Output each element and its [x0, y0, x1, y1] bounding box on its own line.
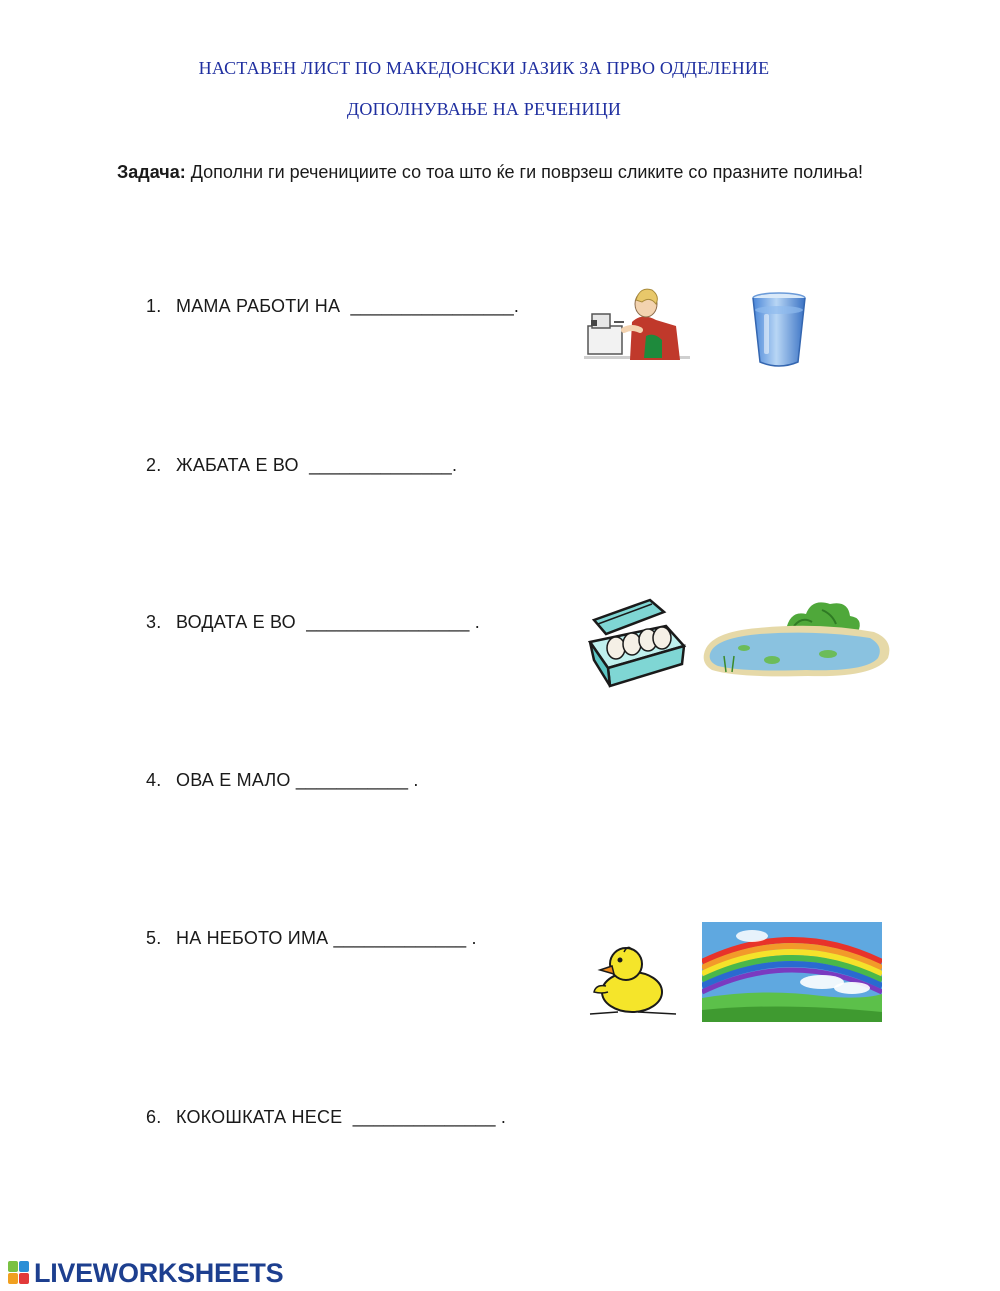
- chick-image[interactable]: [588, 940, 680, 1020]
- sentence-text: НА НЕБОТО ИМА _____________ .: [176, 928, 477, 948]
- egg-carton-image[interactable]: [586, 598, 688, 688]
- task-instructions: [117, 161, 877, 184]
- water-glass-image[interactable]: [748, 292, 810, 370]
- liveworksheets-logo-icon: [8, 1261, 30, 1285]
- sentence-text: ВОДАТА Е ВО ________________ .: [176, 612, 480, 632]
- sentence-number: 6.: [146, 1107, 162, 1127]
- sentence-number: 5.: [146, 928, 162, 948]
- sentence-6: [146, 1107, 506, 1128]
- sentence-5: [146, 928, 477, 949]
- pond-image[interactable]: [698, 596, 894, 682]
- sentence-3: [146, 612, 480, 633]
- sentence-text: МАМА РАБОТИ НА ________________.: [176, 296, 520, 316]
- sentence-number: 2.: [146, 455, 162, 475]
- sentence-4: [146, 770, 419, 791]
- brand-name: LIVEWORKSHEETS: [34, 1257, 284, 1288]
- cashier-image[interactable]: [584, 282, 690, 366]
- sentence-number: 1.: [146, 296, 162, 316]
- sentence-text: ОВА Е МАЛО ___________ .: [176, 770, 419, 790]
- sentence-text: КОКОШКАТА НЕСЕ ______________ .: [176, 1107, 507, 1127]
- task-label: Задача:: [117, 162, 186, 182]
- sentence-text: ЖАБАТА Е ВО ______________.: [176, 455, 458, 475]
- footer-brand[interactable]: [8, 1258, 283, 1288]
- task-text: Дополни ги реченициите со тоа што ќе ги поврзеш сликите со празните полиња!: [185, 162, 863, 182]
- sentence-2: [146, 455, 457, 476]
- page-title: НАСТАВЕН ЛИСТ ПО МАКЕДОНСКИ ЈАЗИК ЗА ПРВО ОДДЕЛЕНИЕ: [198, 58, 770, 78]
- rainbow-image[interactable]: [702, 922, 882, 1022]
- page-subtitle: ДОПОЛНУВАЊЕ НА РЕЧЕНИЦИ: [346, 99, 622, 119]
- sentence-1: [146, 296, 519, 317]
- sentence-number: 3.: [146, 612, 162, 632]
- sentence-number: 4.: [146, 770, 162, 790]
